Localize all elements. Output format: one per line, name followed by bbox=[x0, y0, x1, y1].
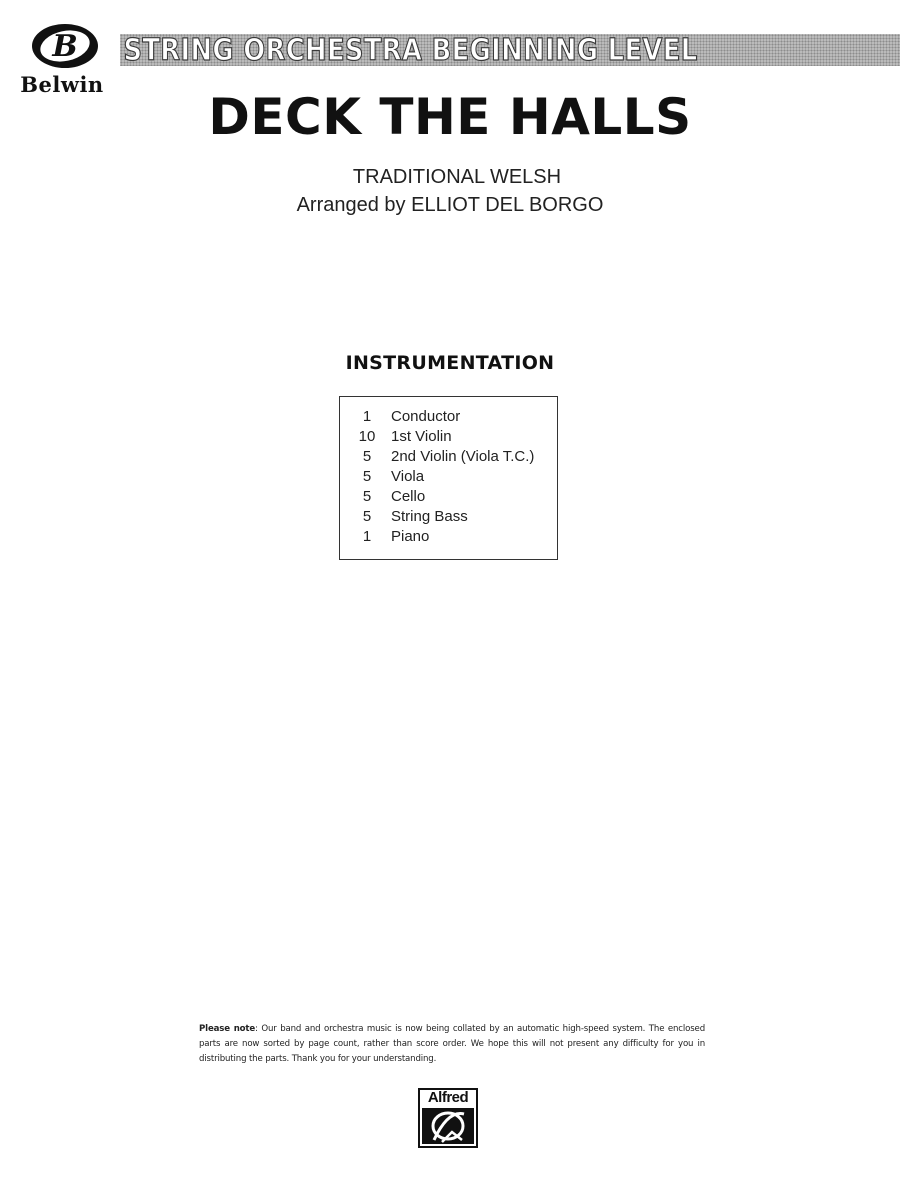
part-name: Piano bbox=[391, 528, 430, 545]
belwin-wordmark: Belwin bbox=[20, 72, 104, 97]
series-banner bbox=[120, 34, 900, 66]
part-quantity: 5 bbox=[362, 468, 372, 485]
instrumentation-item bbox=[340, 507, 557, 527]
instrumentation-box bbox=[339, 396, 558, 560]
part-name: Viola bbox=[391, 468, 425, 485]
belwin-b-emblem bbox=[30, 22, 100, 70]
part-quantity: 1 bbox=[362, 408, 372, 425]
instrumentation-item bbox=[340, 467, 557, 487]
alfred-logo bbox=[418, 1088, 480, 1150]
part-name: Conductor bbox=[391, 408, 461, 425]
part-name: 2nd Violin (Viola T.C.) bbox=[391, 448, 535, 465]
note-body: : Our band and orchestra music is now being collated by an automatic high-speed system. The enclosed parts are now sorted by page count, rather than score order. We hope this will not present any difficulty for you in distributing the parts. Thank you for your understanding. bbox=[199, 1024, 705, 1064]
instrumentation-item bbox=[340, 487, 557, 507]
part-name: 1st Violin bbox=[391, 428, 452, 445]
instrumentation-item bbox=[340, 527, 557, 547]
part-quantity: 1 bbox=[362, 528, 372, 545]
alfred-wordmark: Alfred bbox=[427, 1089, 469, 1106]
instrumentation-item bbox=[340, 447, 557, 467]
instrumentation-item bbox=[340, 407, 557, 427]
note-lead: Please note bbox=[199, 1024, 256, 1034]
collation-note bbox=[199, 1022, 705, 1067]
instrumentation-heading: INSTRUMENTATION bbox=[345, 352, 555, 374]
part-name: Cello bbox=[391, 488, 426, 505]
composer-credit: TRADITIONAL WELSH bbox=[352, 166, 562, 188]
instrumentation-list bbox=[340, 407, 557, 547]
part-quantity: 5 bbox=[362, 448, 372, 465]
arranger-credit: Arranged by ELLIOT DEL BORGO bbox=[296, 194, 604, 216]
series-banner-text: STRING ORCHESTRA BEGINNING LEVEL bbox=[123, 34, 698, 66]
part-name: String Bass bbox=[391, 508, 468, 525]
part-quantity: 5 bbox=[362, 488, 372, 505]
svg-text:B: B bbox=[52, 29, 78, 64]
part-quantity: 10 bbox=[358, 428, 376, 445]
part-quantity: 5 bbox=[362, 508, 372, 525]
instrumentation-item bbox=[340, 427, 557, 447]
page-title: DECK THE HALLS bbox=[208, 88, 692, 146]
